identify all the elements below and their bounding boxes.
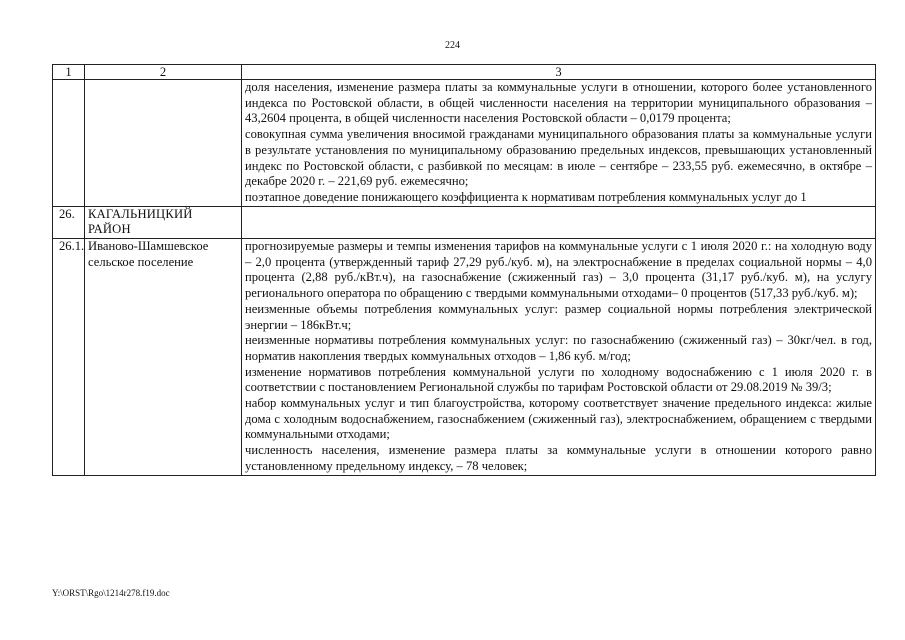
paragraph: изменение нормативов потребления коммунальной услуги по холодному водоснабжению с 1 июля 2020 г. в соответствии с постановлением Региональной службы по тарифам Ростовской области от 29.08.2019 № 39/3; <box>245 364 872 395</box>
row-content <box>242 206 876 238</box>
row-content <box>242 239 876 476</box>
paragraph: поэтапное доведение понижающего коэффициента к нормативам потребления коммунальных услуг до 1 <box>245 189 807 204</box>
row-content <box>242 80 876 207</box>
header-col-1: 1 <box>53 65 85 80</box>
table-header-row <box>53 65 876 80</box>
settlement-name: Иваново-Шамшевское сельское поселение <box>85 239 242 476</box>
paragraph: прогнозируемые размеры и темпы изменения тарифов на коммунальные услуги с 1 июля 2020 г.: на холодную воду – 2,0 процента (утвержденный тариф 27,29 руб./куб. м), на электроснабжение в пределах социальной нормы – 4,0 процента (2,88 руб./кВт.ч), на газоснабжение (сжиженный газ) – 3,0 процента (31,17 руб./куб. м), на услугу регионального оператора по обращению с твердыми коммунальными отходами– 0 процентов (517,33 руб./куб. м); <box>245 239 872 301</box>
paragraph: неизменные нормативы потребления коммунальных услуг: по газоснабжению (сжиженный газ) – 30кг/чел. в год, норматив накопления твердых коммунальных отходов – 1,86 куб. м/год; <box>245 333 872 363</box>
tariff-table <box>52 64 876 476</box>
table-row-settlement <box>53 239 876 476</box>
table-row-district <box>53 206 876 238</box>
district-name: КАГАЛЬНИЦКИЙ РАЙОН <box>85 206 242 238</box>
row-number: 26.1. <box>53 239 85 476</box>
paragraph: неизменные объемы потребления коммунальных услуг: размер социальной нормы потребления электрической энергии – 186кВт.ч; <box>245 301 872 332</box>
row-name <box>85 80 242 207</box>
header-col-2: 2 <box>85 65 242 80</box>
paragraph: численность населения, изменение размера платы за коммунальные услуги в отношении которого равно установленному предельному индексу, – 78 человек; <box>245 443 872 473</box>
header-col-3: 3 <box>242 65 876 80</box>
page-number: 224 <box>445 40 460 51</box>
paragraph: совокупная сумма увеличения вносимой гражданами муниципального образования платы за коммунальные услуги в результате установления по муниципальному образованию предельных индексов, превышающих установленный индекс по Ростовской области, с разбивкой по месяцам: в июле – сентябре – 233,55 руб. ежемесячно, в октябре – декабре 2020 г. – 221,69 руб. ежемесячно; <box>245 127 872 189</box>
row-number: 26. <box>53 206 85 238</box>
footer-file-path: Y:\ORST\Rgo\1214r278.f19.doc <box>52 588 170 598</box>
table-row-continuation <box>53 80 876 207</box>
row-number <box>53 80 85 207</box>
paragraph: набор коммунальных услуг и тип благоустройства, которому соответствует значение предельного индекса: жилые дома с холодным водоснабжением, газоснабжением (сжиженный газ), электроснабжением, обращением с твердыми коммунальными отходами; <box>245 396 872 442</box>
paragraph: доля населения, изменение размера платы за коммунальные услуги в отношении, которого более установленного индекса по Ростовской области, в общей численности населения на территории муниципального образования – 43,2604 процента, в общей численности населения Ростовской области – 0,0179 процента; <box>245 80 872 126</box>
